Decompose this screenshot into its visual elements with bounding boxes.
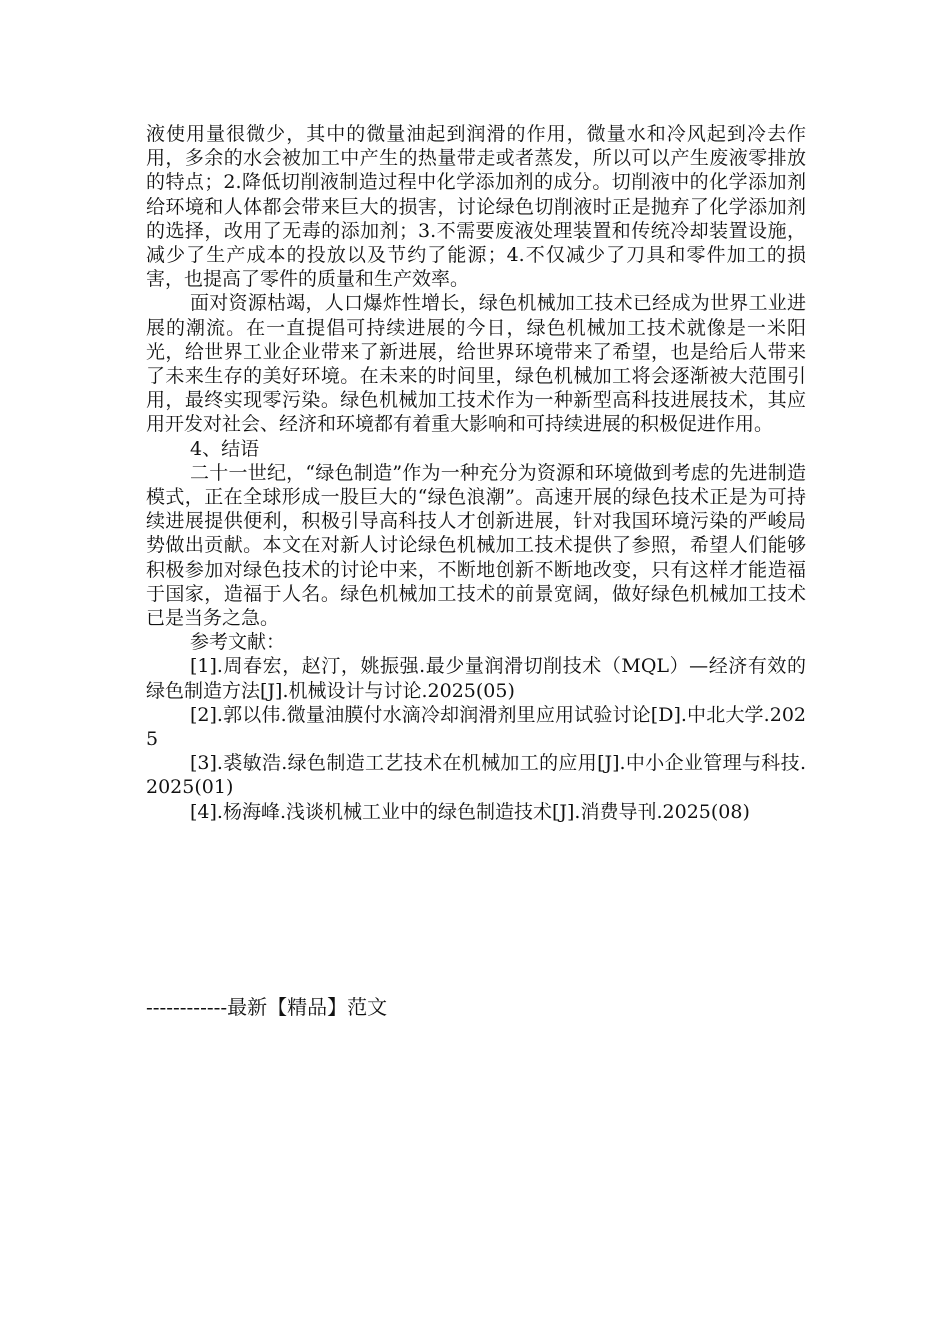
reference-item-2: [2].郭以伟.微量油膜付水滴冷却润滑剂里应用试验讨论[D].中北大学.2025 bbox=[146, 703, 806, 751]
reference-item-1: [1].周春宏，赵汀，姚振强.最少量润滑切削技术（MQL）—经济有效的绿色制造方法[J].机械设计与讨论.2025(05) bbox=[146, 655, 806, 702]
paragraph-2: 面对资源枯竭，人口爆炸性增长，绿色机械加工技术已经成为世界工业进展的潮流。在一直提倡可持续进展的今日，绿色机械加工技术就像是一米阳光，给世界工业企业带来了新进展，给世界环境带来了希望，也是给后人带来了未来生存的美好环境。在未来的时间里，绿色机械加工将会逐渐被大范围引用，最终实现零污染。绿色机械加工技术作为一种新型高科技进展技术，其应用开发对社会、经济和环境都有着重大影响和可持续进展的积极促进作用。 bbox=[146, 292, 806, 436]
reference-item-4: [4].杨海峰.浅谈机械工业中的绿色制造技术[J].消费导刊.2025(08) bbox=[190, 800, 750, 823]
page-footer: ------------最新【精品】范文 bbox=[146, 995, 388, 1019]
reference-item-3: [3].裘敏浩.绿色制造工艺技术在机械加工的应用[J].中小企业管理与科技.2025(01) bbox=[146, 752, 806, 799]
paragraph-3: 二十一世纪，“绿色制造”作为一种充分为资源和环境做到考虑的先进制造模式，正在全球形成一股巨大的“绿色浪潮”。高速开展的绿色技术正是为可持续进展提供便利，积极引导高科技人才创新进展，针对我国环境污染的严峻局势做出贡献。本文在对新人讨论绿色机械加工技术提供了参照，希望人们能够积极参加对绿色技术的讨论中来，不断地创新不断地改变，只有这样才能造福于国家，造福于人名。绿色机械加工技术的前景宽阔，做好绿色机械加工技术已是当务之急。 bbox=[146, 461, 806, 630]
paragraph-1: 液使用量很微少，其中的微量油起到润滑的作用，微量水和冷风起到冷去作用，多余的水会被加工中产生的热量带走或者蒸发，所以可以产生废液零排放的特点；2.降低切削液制造过程中化学添加剂的成分。切削液中的化学添加剂给环境和人体都会带来巨大的损害，讨论绿色切削液时正是抛弃了化学添加剂的选择，改用了无毒的添加剂；3.不需要废液处理装置和传统冷却装置设施，减少了生产成本的投放以及节约了能源；4.不仅减少了刀具和零件加工的损害，也提高了零件的质量和生产效率。 bbox=[146, 123, 806, 291]
document-body bbox=[146, 122, 806, 824]
references-heading: 参考文献： bbox=[190, 631, 286, 654]
section-heading-conclusion: 4、结语 bbox=[190, 437, 260, 460]
